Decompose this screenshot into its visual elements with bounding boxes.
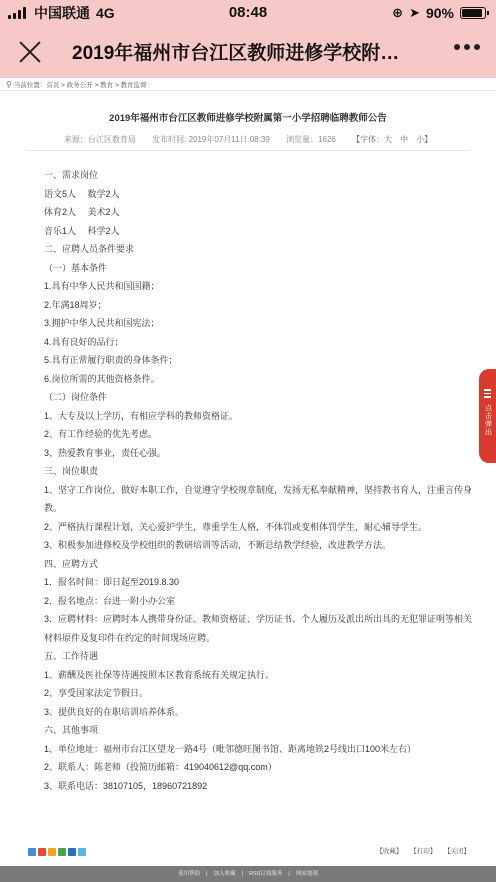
article-paragraph: 1、薪酬及医社保等待遇按照本区教育系统有关规定执行。 [44,669,275,680]
footer-link[interactable]: 使用帮助 [178,871,201,877]
carrier-label: 中国联通 [34,5,90,21]
status-right [392,4,486,22]
footer-link[interactable]: 网站地图 [295,871,318,877]
location-pin-icon: ⚲ [6,80,12,89]
article-meta [0,134,496,145]
meta-time: 发布时间: 2019年07月11日 08:39 [152,135,270,144]
article-paragraph: 2、严格执行课程计划，关心爱护学生，尊重学生人格，不体罚或变相体罚学生，耐心辅导学生。 [44,521,428,532]
article-paragraph: 6.岗位所需的其他资格条件。 [44,373,160,384]
article-paragraph: 1.具有中华人民共和国国籍； [44,281,160,291]
meta-source: 来源：台江区教育局 [63,135,136,144]
font-size-toggle[interactable]: 【字体：大 中 小】 [352,135,433,144]
article-paragraph: 一、需求岗位 [44,170,99,180]
article-paragraph: 三、岗位职责 [44,466,99,476]
footer-link[interactable]: RSS订阅服务 [249,871,283,877]
breadcrumb-text[interactable]: 当前位置：首页 > 政务公开 > 教育 > 教育监督 [13,82,147,89]
article-paragraph: 1、单位地址：福州市台江区望龙一路4号（毗邻德旺图书馆、距离地铁2号线出口100米左右） [44,743,417,754]
article-paragraph: 二、应聘人员条件要求 [44,244,135,254]
article-paragraph: 3、联系电话：38107105，18960721892 [44,780,208,791]
nav-bar [0,26,496,78]
article-paragraph: 2.年满18周岁； [44,299,107,310]
share-bar [28,848,88,856]
rotation-lock-icon: ⊕ [392,5,404,20]
float-tab-label: 点击弹出 [484,403,492,436]
article-paragraph: 2、有工作经验的优先考虑。 [44,429,158,439]
menu-icon [484,389,491,400]
article-paragraph: 1．报名时间：即日起至2019.8.30 [44,577,180,587]
article-paragraph: 3、积极参加进修校及学校组织的教研培训等活动，不断总结教学经验，改进教学方法。 [44,540,392,550]
article-paragraph: 六、其他事项 [44,725,99,735]
article-paragraph: 5.具有正常履行职责的身体条件； [44,355,178,365]
share-icon[interactable] [58,848,66,856]
browser-top-bar [0,0,496,78]
breadcrumb [6,80,147,89]
battery-icon [460,7,486,19]
print-link[interactable]: 【打印】 [410,848,437,855]
share-icon[interactable] [48,848,56,856]
article-actions [370,846,470,855]
footer [0,866,496,882]
share-icon[interactable] [38,848,46,856]
page-title: 2019年福州市台江区教师进修学校附… [72,43,400,64]
footer-separator: | [206,871,208,877]
article-paragraph: 2．报名地点：台进一附小办公室 [44,595,176,606]
close-link[interactable]: 【关闭】 [444,848,470,855]
article-paragraph: 2、享受国家法定节假日。 [44,688,149,698]
article-paragraph: 音乐1人 科学2人 [44,225,120,236]
share-icon[interactable] [78,848,86,856]
article-paragraph: （二）岗位条件 [44,392,108,402]
share-icon[interactable] [28,848,36,856]
clock: 08:48 [228,4,268,21]
article-paragraph: 3．应聘材料：应聘时本人携带身份证、教师资格证、学历证书、个人履历及派出所出具的无犯罪证明等相关材料原件及复印件在约定的时间现场应聘。 [44,614,473,643]
more-options-icon[interactable] [450,44,480,50]
article-paragraph: 1、坚守工作岗位，做好本职工作，自觉遵守学校规章制度，发扬无私奉献精神，坚持教书育人，注重言传身教。 [44,484,473,513]
article-paragraph: 3、热爱教育事业，责任心强。 [44,447,167,458]
favorite-link[interactable]: 【收藏】 [376,848,403,855]
footer-link[interactable]: 加入收藏 [213,871,236,877]
location-icon: ➤ [409,5,420,20]
article-body [44,166,474,795]
article-title: 2019年福州市台江区教师进修学校附属第一小学招聘临聘教师公告 [109,113,387,124]
divider [26,150,470,151]
share-icon[interactable] [68,848,76,856]
float-popup-tab[interactable] [479,369,496,463]
article-paragraph: 2、联系人：陈老师（投简历邮箱：419040612@qq.com） [44,762,277,772]
article-paragraph: 五、工作待遇 [44,651,99,661]
article-paragraph: 四、应聘方式 [44,558,99,569]
footer-separator: | [288,871,290,877]
divider [0,90,496,91]
meta-views: 浏览量：1626 [286,135,336,144]
footer-separator: | [241,871,244,877]
article-paragraph: 4.具有良好的品行； [44,336,124,347]
article-paragraph: 3.拥护中华人民共和国宪法； [44,318,160,328]
battery-percent: 90% [425,5,454,21]
article-paragraph: 3、提供良好的在职培训培养体系。 [44,706,185,717]
network-label: 4G [96,5,115,21]
article-paragraph: 1、大专及以上学历，有相应学科的教师资格证。 [44,410,239,421]
article-paragraph: 体育2人 美术2人 [44,207,120,217]
status-bar [0,0,496,26]
close-icon[interactable] [16,38,44,66]
article-paragraph: 语文5人 数学2人 [44,188,120,199]
article-paragraph: （一）基本条件 [44,262,108,273]
